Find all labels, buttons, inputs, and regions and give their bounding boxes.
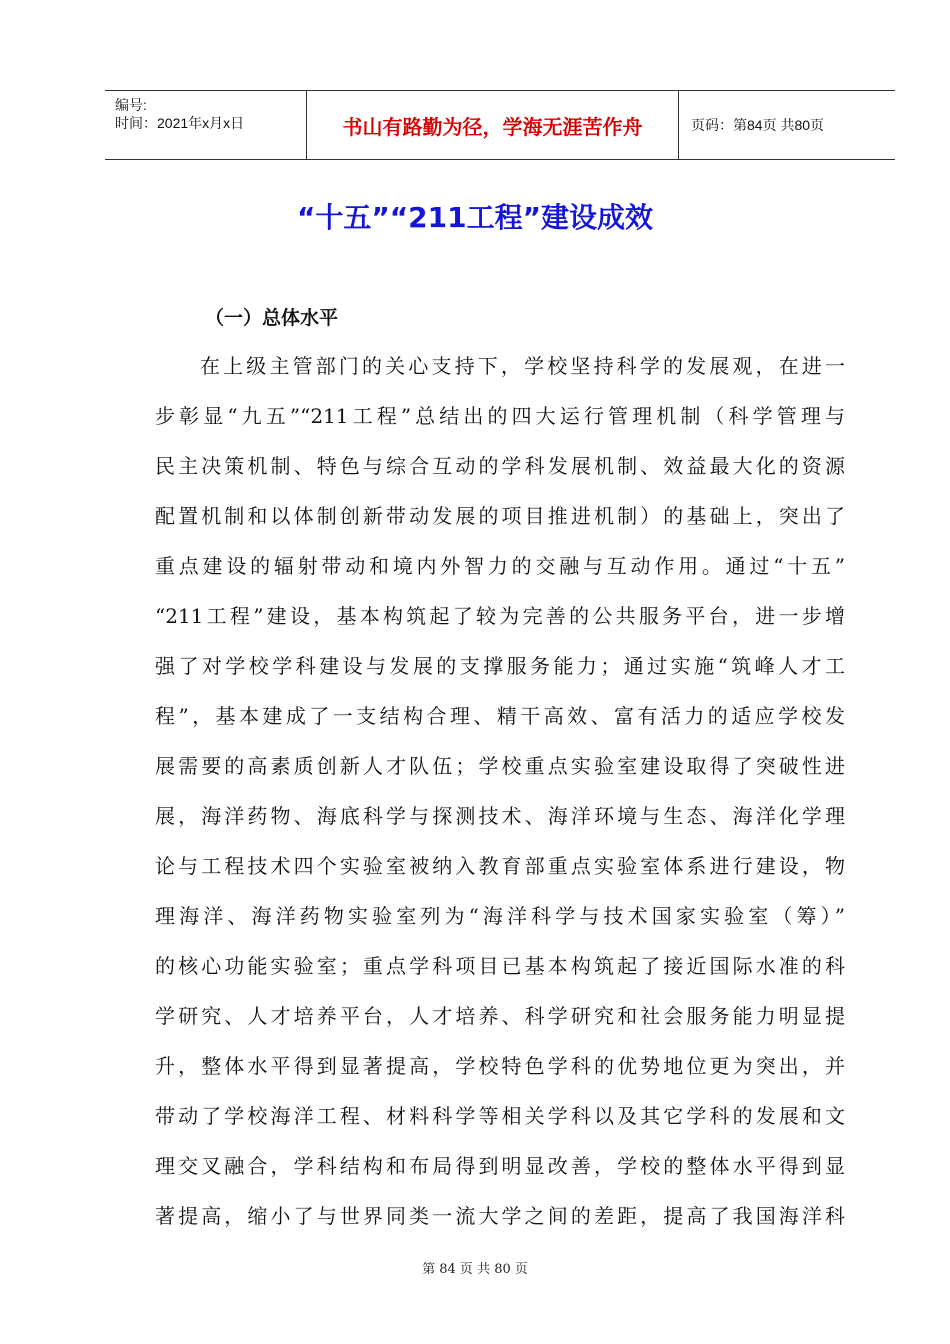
paragraph-line: 步彰显“九五”“211工程”总结出的四大运行管理机制（科学管理与 [155,404,845,428]
paragraph-line: 著提高，缩小了与世界同类一流大学之间的差距，提高了我国海洋科 [155,1204,845,1228]
paragraph-line: 学研究、人才培养平台，人才培养、科学研究和社会服务能力明显提 [155,1004,845,1028]
number-label: 编号: [115,97,147,113]
page-footer: 第 84 页 共 80 页 [422,1262,528,1277]
paragraph-line: 强了对学校学科建设与发展的支撑服务能力；通过实施“筑峰人才工 [155,654,845,678]
paragraph-line: 理海洋、海洋药物实验室列为“海洋科学与技术国家实验室（筹）” [155,904,845,928]
header-page-info: 页码：第84页 共80页 [691,117,825,133]
paragraph-line: 理交叉融合，学科结构和布局得到明显改善，学校的整体水平得到显 [155,1154,845,1178]
paragraph-line: 民主决策机制、特色与综合互动的学科发展机制、效益最大化的资源 [155,454,845,478]
time-label: 时间：2021年x月x日 [115,115,245,131]
header-motto: 书山有路勤为径，学海无涯苦作舟 [306,91,679,159]
paragraph-line: 程”，基本建成了一支结构合理、精干高效、富有活力的适应学校发 [155,704,845,728]
section-heading: （一）总体水平 [205,307,339,329]
document-title: “十五”“211工程”建设成效 [296,201,654,234]
paragraph-line: 论与工程技术四个实验室被纳入教育部重点实验室体系进行建设，物 [155,854,845,878]
paragraph-line: 在上级主管部门的关心支持下，学校坚持科学的发展观，在进一 [200,354,845,378]
paragraph-line: 配置机制和以体制创新带动发展的项目推进机制）的基础上，突出了 [155,504,845,528]
paragraph-line: 重点建设的辐射带动和境内外智力的交融与互动作用。通过“十五” [155,554,845,578]
header-meta-cell [105,91,306,159]
paragraph-line: “211工程”建设，基本构筑起了较为完善的公共服务平台，进一步增 [155,604,845,628]
document-header [105,90,895,160]
paragraph-line: 带动了学校海洋工程、材料科学等相关学科以及其它学科的发展和文 [155,1104,845,1128]
paragraph-line: 的核心功能实验室；重点学科项目已基本构筑起了接近国际水准的科 [155,954,845,978]
paragraph-line: 升，整体水平得到显著提高，学校特色学科的优势地位更为突出，并 [155,1054,845,1078]
paragraph-line: 展，海洋药物、海底科学与探测技术、海洋环境与生态、海洋化学理 [155,804,845,828]
paragraph-line: 展需要的高素质创新人才队伍；学校重点实验室建设取得了突破性进 [155,754,845,778]
